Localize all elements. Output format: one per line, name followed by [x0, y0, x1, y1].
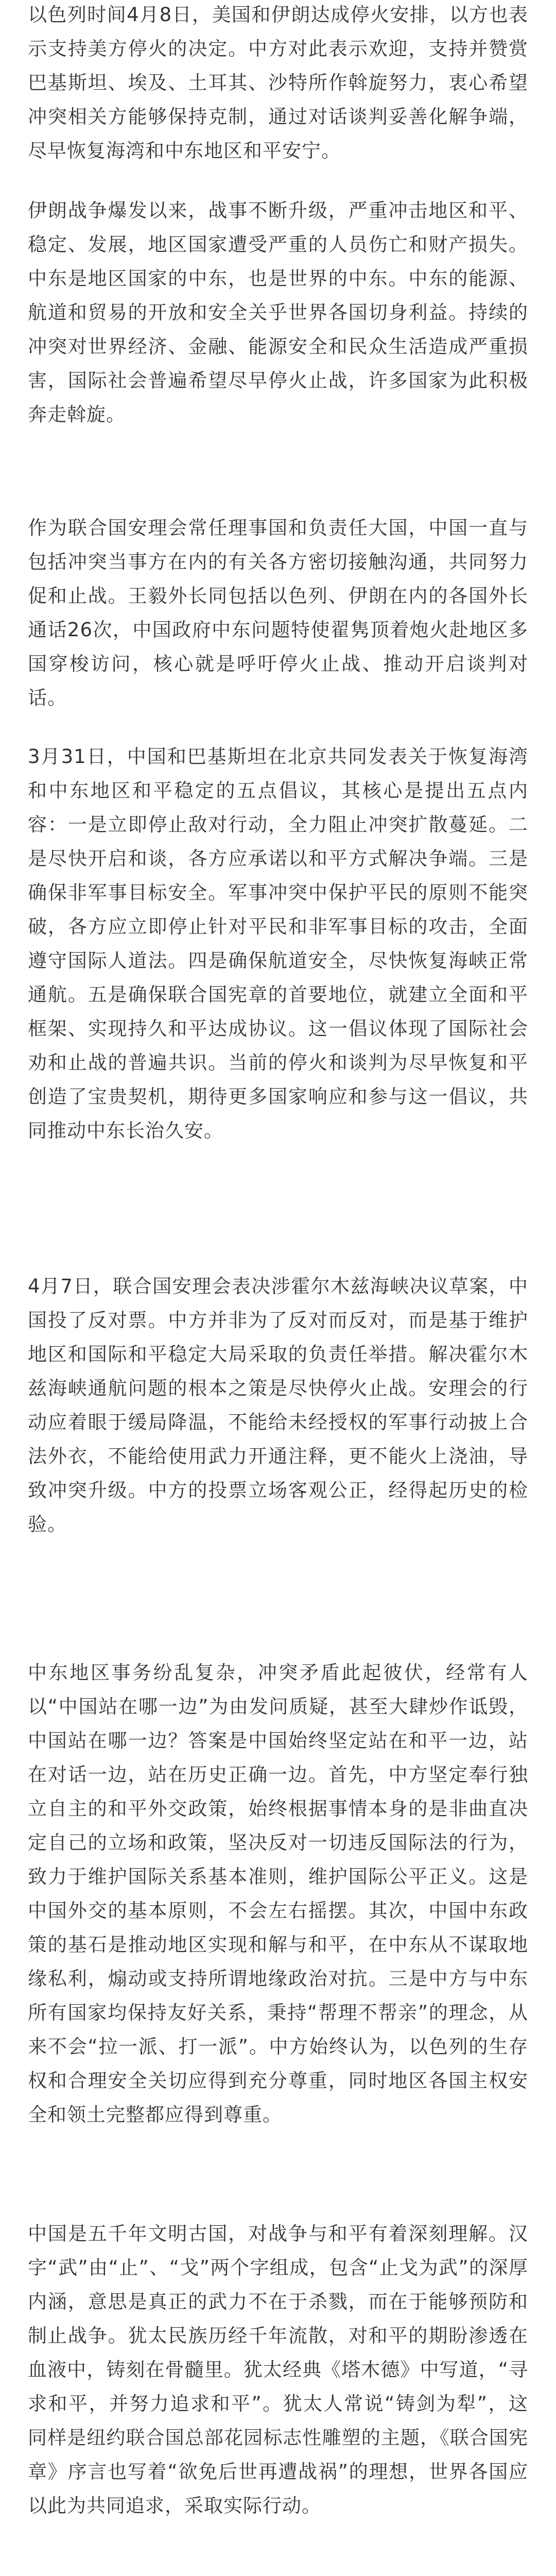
paragraph-five-point-initiative: 3月31日，中国和巴基斯坦在北京共同发表关于恢复海湾和中东地区和平稳定的五点倡议，其核心是提出五点内容：一是立即停止敌对行动，全力阻止冲突扩散蔓延。二是尽快开启和谈，各方应承诺以和平方式解决争端。三是确保非军事目标安全。军事冲突中保护平民的原则不能突破，各方应立即停止针对平民和非军事目标的攻击，全面遵守国际人道法。四是确保航道安全，尽快恢复海峡正常通航。五是确保联合国宪章的首要地位，就建立全面和平框架、实现持久和平达成协议。这一倡议体现了国际社会劝和止战的普遍共识。当前的停火和谈判为尽早恢复和平创造了宝贵契机，期待更多国家响应和参与这一倡议，共同推动中东长治久安。: [28, 745, 528, 1142]
paragraph-civilization-peace: 中国是五千年文明古国，对战争与和平有着深刻理解。汉字“武”由“止”、“戈”两个字组成，包含“止戈为武”的深厚内涵，意思是真正的武力不在于杀戮，而在于能够预防和制止战争。犹太民族历经千年流散，对和平的期盼渗透在血液中，铸刻在骨髓里。犹太经典《塔木德》中写道，“寻求和平，并努力追求和平”。犹太人常说“铸剑为犁”，这同样是纽约联合国总部花园标志性雕塑的主题，《联合国宪章》序言也写着“欲免后世再遭战祸”的理想，世界各国应以此为共同追求，采取实际行动。: [28, 2223, 528, 2517]
paragraph-which-side: 中东地区事务纷乱复杂，冲突矛盾此起彼伏，经常有人以“中国站在哪一边”为由发问质疑，甚至大肆炒作诋毁，中国站在哪一边？答案是中国始终坚定站在和平一边，站在对话一边，站在历史正确一边。首先，中方坚定奉行独立自主的和平外交政策，始终根据事情本身的是非曲直决定自己的立场和政策，坚决反对一切违反国际法的行为，致力于维护国际关系基本准则，维护国际公平正义。这是中国外交的基本原则，不会左右摇摆。其次，中国中东政策的基石是推动地区实现和解与和平，在中东从不谋取地缘私利，煽动或支持所谓地缘政治对抗。三是中方与中东所有国家均保持友好关系，秉持“帮理不帮亲”的理念，从来不会“拉一派、打一派”。中方始终认为，以色列的生存权和合理安全关切应得到充分尊重，同时地区各国主权安全和领土完整都应得到尊重。: [28, 1662, 528, 2126]
paragraph-ceasefire-welcome: 以色列时间4月8日，美国和伊朗达成停火安排，以方也表示支持美方停火的决定。中方对此表示欢迎，支持并赞赏巴基斯坦、埃及、土耳其、沙特所作斡旋努力，衷心希望冲突相关方能够保持克制，通过对话谈判妥善化解争端，尽早恢复海湾和中东地区和平安宁。: [28, 4, 528, 162]
paragraph-war-impact: 伊朗战争爆发以来，战事不断升级，严重冲击地区和平、稳定、发展，地区国家遭受严重的人员伤亡和财产损失。中东是地区国家的中东，也是世界的中东。中东的能源、航道和贸易的开放和安全关乎世界各国切身利益。持续的冲突对世界经济、金融、能源安全和民众生活造成严重损害，国际社会普遍希望尽早停火止战，许多国家为此积极奔走斡旋。: [28, 199, 528, 426]
paragraph-security-council-vote: 4月7日，联合国安理会表决涉霍尔木兹海峡决议草案，中国投了反对票。中方并非为了反对而反对，而是基于维护地区和国际和平稳定大局采取的负责任举措。解决霍尔木兹海峡通航问题的根本之策是尽快停火止战。安理会的行动应着眼于缓局降温，不能给未经授权的军事行动披上合法外衣，不能给使用武力开通注释，更不能火上浇油，导致冲突升级。中方的投票立场客观公正，经得起历史的检验。: [28, 1275, 528, 1535]
paragraph-china-mediation: 作为联合国安理会常任理事国和负责任大国，中国一直与包括冲突当事方在内的有关各方密切接触沟通，共同努力促和止战。王毅外长同包括以色列、伊朗在内的各国外长通话26次，中国政府中东问题特使翟隽顶着炮火赴地区多国穿梭访问，核心就是呼吁停火止战、推动开启谈判对话。: [28, 517, 528, 709]
